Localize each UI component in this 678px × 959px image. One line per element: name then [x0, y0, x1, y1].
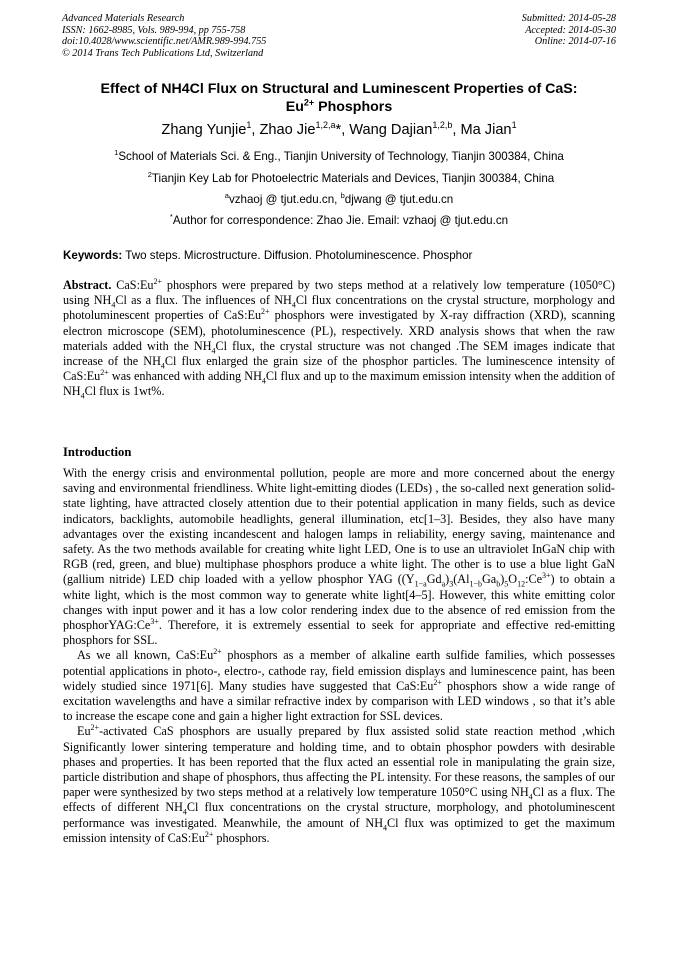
paper-title [40, 80, 638, 116]
author-list: Zhang Yunjie$^1$, Zhao Jie$^{1,2,a}$*, Wang Dajian$^{1,2,b}$, Ma Jian$^1$ [161, 120, 517, 138]
journal-issn: ISSN: 1662-8985, Vols. 989-994, pp 755-758 [62, 24, 246, 36]
dates-header [522, 13, 616, 48]
affiliation-1: $^1$School of Materials Sci. & Eng., Tianjin University of Technology, Tianjin 300384, China [114, 148, 564, 163]
author: Wang Dajian [349, 122, 433, 138]
paragraph: With the energy crisis and environmental pollution, people are more and more concerned about the energy saving and environmental friendliness. White light-emitting diodes (LEDs) , the so-called next generation solid-state lighting, have attracted closely attention due to their potential application in many fields, such as device indicators, backlights, automobile headlights, general illumination, etc[1–3]. Besides, they also have many advantages over the existing incandescent and halogen lamps in reliability, energy saving, maintenance and safety. As the two methods available for creating white light LED, One is to use an ultraviolet InGaN chip with RGB (red, green, and blue) multiphase phosphors produce a white light. The other is to use a blue light GaN (gallium nitride) LED chip loaded with a yellow phosphor YAG $((Y_{1-a}Gd_a)_3(Al_{1-b}Ga_b)_5O_{12}:Ce^{3+})$ to obtain a white light, which is the most common way to generate white light[4–5]. However, this white emitting color changes with input power and it has a low color rendering index due to the absence of red emission from the $phosphorYAG:Ce^{3+}$. Therefore, it is extremely essential to seek for appropriate and effective red-emitting phosphors for SSL. [63, 466, 615, 648]
introduction-body [63, 466, 615, 846]
affiliation-2: $^2$Tianjin Key Lab for Photoelectric Materials and Devices, Tianjin 300384, China [147, 170, 555, 185]
abstract-label: Abstract. [63, 278, 112, 292]
date-accepted: Accepted: 2014-05-30 [525, 24, 616, 36]
keywords-text: Two steps. Microstructure. Diffusion. Photoluminescence. Phosphor [125, 249, 473, 262]
paragraph: As we all known, $CaS:Eu^{2+}$ phosphors as a member of alkaline earth sulfide families, which possesses potential applications in photo-, electro-, cathode ray, field emission displays and luminescence paint, has been widely studied since 1971[6]. Many studies have suggested that $CaS:Eu^{2+}$ phosphors show a wide range of excitation wavelengths and have a similar refractive index by comparison with LED windows , so that it’s able to increase the escape cone and gain a higher light extraction for SSL devices. [63, 647, 616, 724]
author: Ma Jian [460, 122, 512, 138]
section-heading-introduction: Introduction [63, 445, 132, 459]
journal-header [62, 13, 266, 59]
journal-copyright: © 2014 Trans Tech Publications Ltd, Switzerland [62, 47, 264, 59]
keywords [63, 249, 472, 262]
abstract: Abstract. $CaS:Eu^{2+}$ phosphors were prepared by two steps method at a relatively low temperature (1050°C) using $NH_4Cl$ as a flux. The influences of $NH_4Cl$ flux concentrations on the crystal structure, morphology and photoluminescent properties of $CaS:Eu^{2+}$ phosphors were investigated by X-ray diffraction (XRD), scanning electron microscope (SEM), photoluminescence (PL), respectively. XRD analysis shows that when the raw materials added with the $NH_4Cl$ flux, the crystal structure was not changed .The SEM images indicate that increase of the $NH_4Cl$ flux enlarged the grain size of the phosphor particles. The luminescence intensity of $CaS:Eu^{2+}$ was enhanced with adding $NH_4Cl$ flux and up to the maximum emission intensity when the addition of $NH_4Cl$ flux is 1wt%. [63, 276, 616, 401]
date-online: Online: 2014-07-16 [534, 36, 616, 48]
author-emails: $^a$vzhaoj @ tjut.edu.cn, $^b$djwang @ tjut.edu.cn [224, 191, 454, 206]
title-line-2: $Eu^{2+}$ Phosphors [285, 97, 393, 115]
author: Zhang Yunjie [161, 122, 247, 138]
journal-doi: doi:10.4028/www.scientific.net/AMR.989-994.755 [62, 36, 267, 48]
correspondence: *Author for correspondence: Zhao Jie. Email: vzhaoj @ tjut.edu.cn [169, 212, 509, 227]
keywords-label: Keywords: [63, 249, 123, 262]
title-line-1: Effect of NH4Cl Flux on Structural and Luminescent Properties of CaS: [100, 81, 578, 97]
author: Zhao Jie [259, 122, 316, 138]
date-submitted: Submitted: 2014-05-28 [521, 13, 616, 24]
journal-name: Advanced Materials Research [62, 13, 185, 24]
paragraph: $Eu^{2+}$-activated CaS phosphors are usually prepared by flux assisted solid state reaction method ,which Significantly lower sintering temperature and holding time, and to obtain phosphor powders with desirable phases and properties. It has been reported that the flux acted an essential role in manipulating the grain size, particle distribution and shape of phosphors, thus affecting the PL intensity. For these reasons, the samples of our paper were synthesized by two steps method at a relatively low temperature 1050°C using $NH_4Cl$ as a flux. The effects of different $NH_4Cl$ flux concentrations on the crystal structure, morphology, and photoluminescent performance was investigated. Meanwhile, the amount of $NH_4Cl$ flux was optimized to get the maximum emission intensity of $CaS:Eu^{2+}$ phosphors. [63, 723, 615, 845]
